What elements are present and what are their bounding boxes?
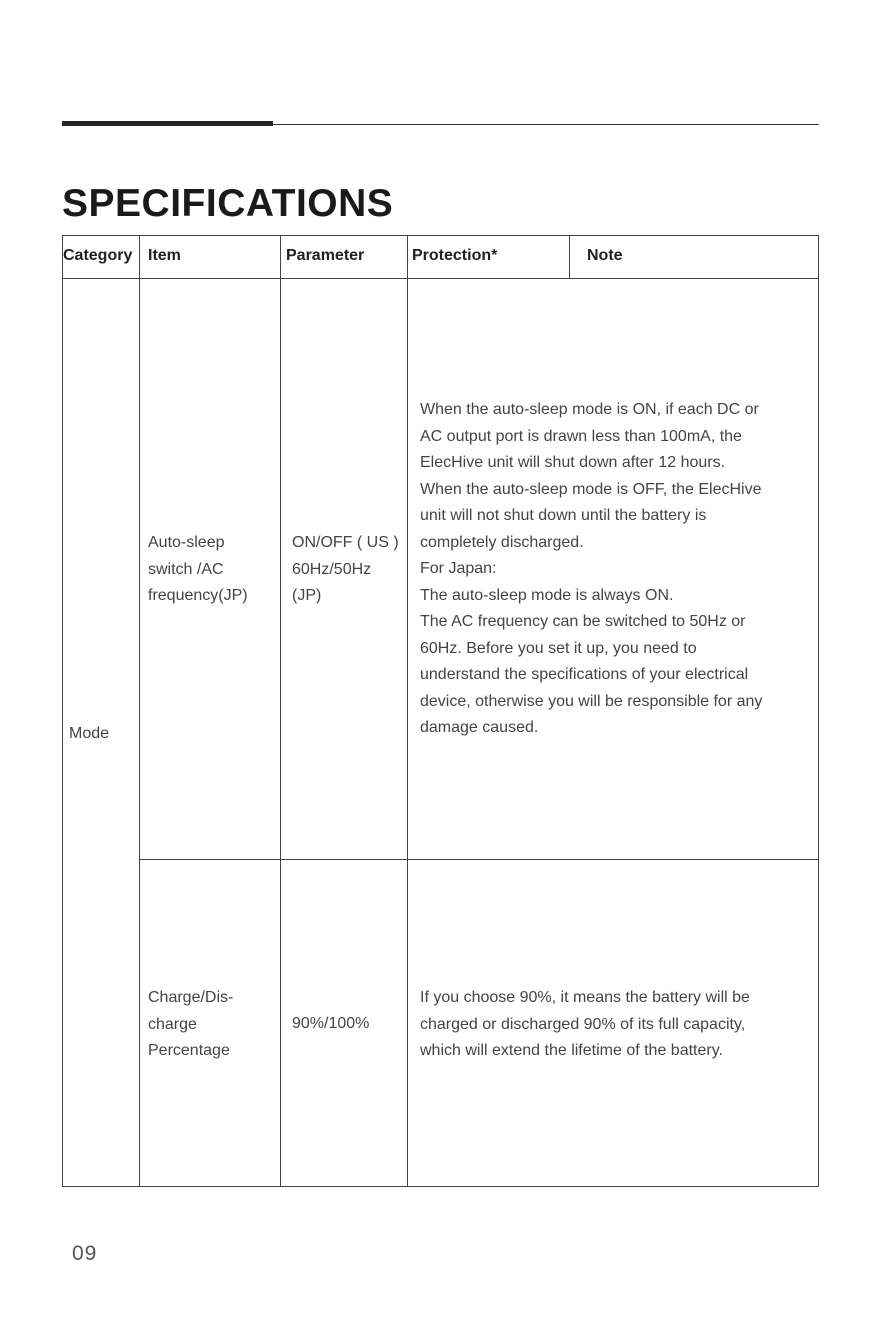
row-2-parameter-line: 90%/100%: [292, 1015, 370, 1032]
description-line: The auto-sleep mode is always ON.: [420, 586, 674, 604]
header-protection: Protection*: [412, 247, 498, 264]
description-line: damage caused.: [420, 719, 539, 736]
description-line: When the auto-sleep mode is ON, if each DC or: [420, 401, 759, 418]
row-1-parameter-line: ON/OFF ( US ): [292, 534, 399, 551]
row-divider: [139, 859, 818, 860]
row-1-item-line: frequency(JP): [148, 587, 248, 604]
header-note: Note: [587, 247, 623, 264]
description-line: The AC frequency can be switched to 50Hz or: [420, 613, 746, 630]
row-2-item-line: Percentage: [148, 1042, 230, 1059]
header-category: Category: [63, 247, 133, 264]
header-divider: [63, 278, 818, 279]
description-line: For Japan:: [420, 560, 497, 577]
row-2-item-line: charge: [148, 1015, 197, 1033]
description-line: unit will not shut down until the battery is: [420, 507, 707, 524]
column-divider: [407, 236, 408, 1186]
description-line: which will extend the lifetime of the battery.: [420, 1042, 723, 1059]
specifications-table: [62, 235, 819, 1187]
row-2-item: [148, 985, 233, 1065]
column-divider: [280, 236, 281, 1186]
column-divider: [139, 236, 140, 1186]
description-line: When the auto-sleep mode is OFF, the ElecHive: [420, 480, 762, 498]
row-1-item-line: switch /AC: [148, 560, 224, 578]
row-1-item-line: Auto-sleep: [148, 534, 225, 551]
row-1-parameter: [292, 530, 399, 610]
row-1-parameter-line: 60Hz/50Hz: [292, 560, 372, 578]
description-line: If you choose 90%, it means the battery will be: [420, 989, 750, 1006]
description-line: AC output port is drawn less than 100mA, the: [420, 427, 742, 445]
row-1-parameter-line: (JP): [292, 587, 322, 604]
column-divider: [569, 236, 570, 279]
description-line: understand the specifications of your electrical: [420, 666, 749, 683]
description-line: ElecHive unit will shut down after 12 hours.: [420, 454, 726, 471]
row-1-description: [420, 397, 762, 742]
page-number: 09: [72, 1242, 98, 1265]
description-line: completely discharged.: [420, 533, 584, 551]
header-item: Item: [148, 247, 181, 264]
row-2-parameter: [292, 1011, 369, 1038]
description-line: charged or discharged 90% of its full capacity,: [420, 1015, 746, 1033]
description-line: device, otherwise you will be responsible for any: [420, 692, 763, 710]
page-title: SPECIFICATIONS: [62, 182, 394, 225]
header-rule-accent: [62, 121, 273, 126]
category-cell: Mode: [69, 725, 110, 742]
row-2-item-line: Charge/Dis-: [148, 989, 234, 1006]
row-2-description: [420, 985, 750, 1065]
header-parameter: Parameter: [286, 247, 365, 264]
description-line: 60Hz. Before you set it up, you need to: [420, 639, 697, 657]
row-1-item: [148, 530, 248, 610]
